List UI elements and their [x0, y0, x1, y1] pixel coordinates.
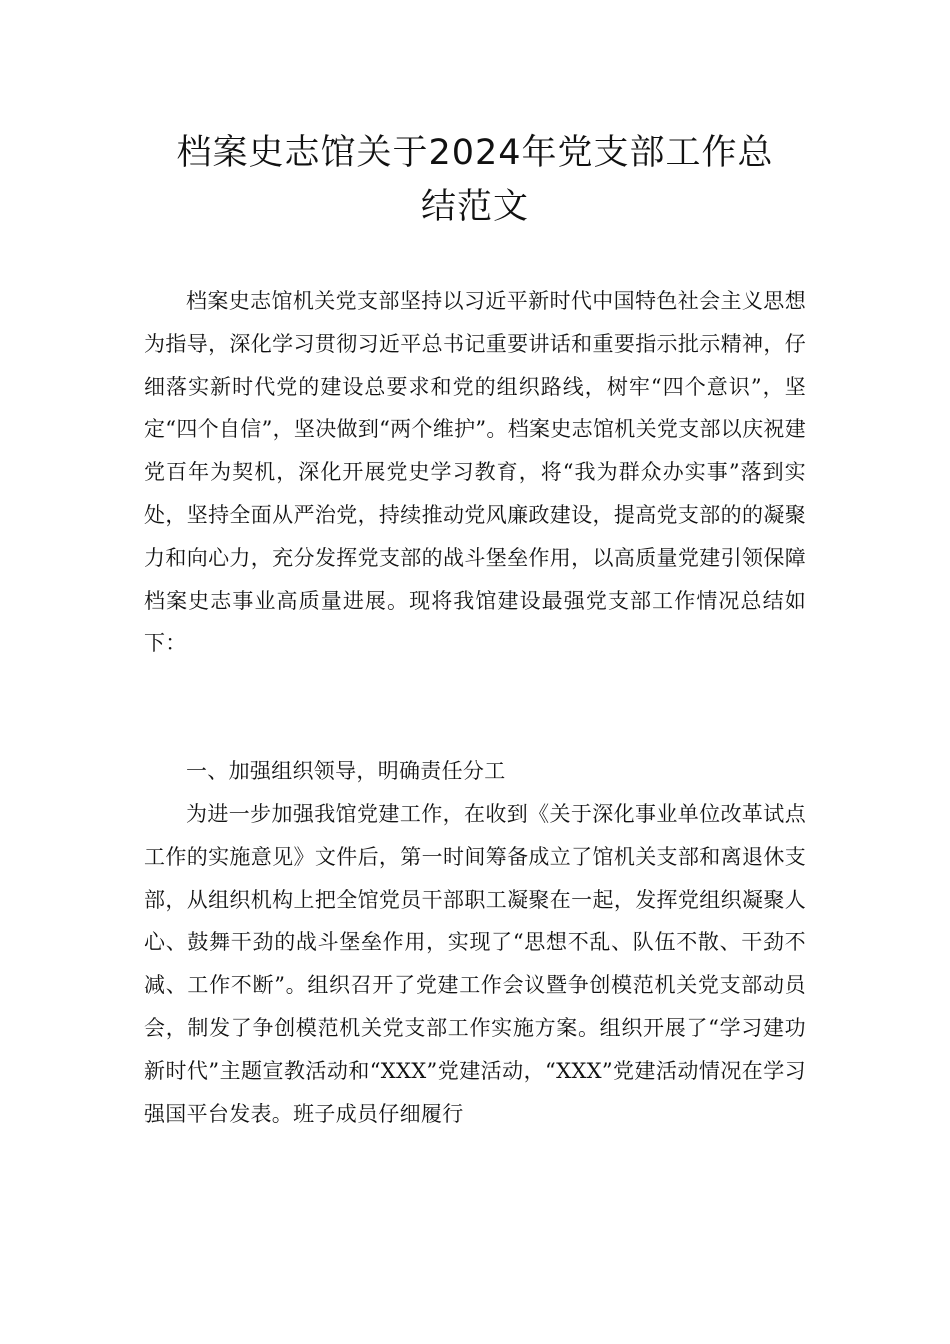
intro-paragraph: 档案史志馆机关党支部坚持以习近平新时代中国特色社会主义思想为指导，深化学习贯彻习近平总书记重要讲话和重要指示批示精神，仔细落实新时代党的建设总要求和党的组织路线，树牢“四个意识”，坚定“四个自信”，坚决做到“两个维护”。档案史志馆机关党支部以庆祝建党百年为契机，深化开展党史学习教育，将“我为群众办实事”落到实处，坚持全面从严治党，持续推动党风廉政建设，提高党支部的的凝聚力和向心力，充分发挥党支部的战斗堡垒作用，以高质量党建引领保障档案史志事业高质量进展。现将我馆建设最强党支部工作情况总结如下： — [144, 289, 806, 656]
title-line-2: 结范文 — [420, 187, 529, 227]
document-title — [150, 126, 800, 234]
section-1-heading: 一、加强组织领导，明确责任分工 — [186, 759, 506, 784]
document-body — [144, 280, 806, 1135]
title-line-1: 档案史志馆关于2024年党支部工作总 — [176, 133, 774, 173]
section-1-paragraph: 为进一步加强我馆党建工作，在收到《关于深化事业单位改革试点工作的实施意见》文件后，第一时间筹备成立了馆机关支部和离退休支部，从组织机构上把全馆党员干部职工凝聚在一起，发挥党组织凝聚人心、鼓舞干劲的战斗堡垒作用，实现了“思想不乱、队伍不散、干劲不减、工作不断”。组织召开了党建工作会议暨争创模范机关党支部动员会，制发了争创模范机关党支部工作实施方案。组织开展了“学习建功新时代”主题宣教活动和“XXX”党建活动，“XXX”党建活动情况在学习强国平台发表。班子成员仔细履行 — [144, 801, 806, 1126]
